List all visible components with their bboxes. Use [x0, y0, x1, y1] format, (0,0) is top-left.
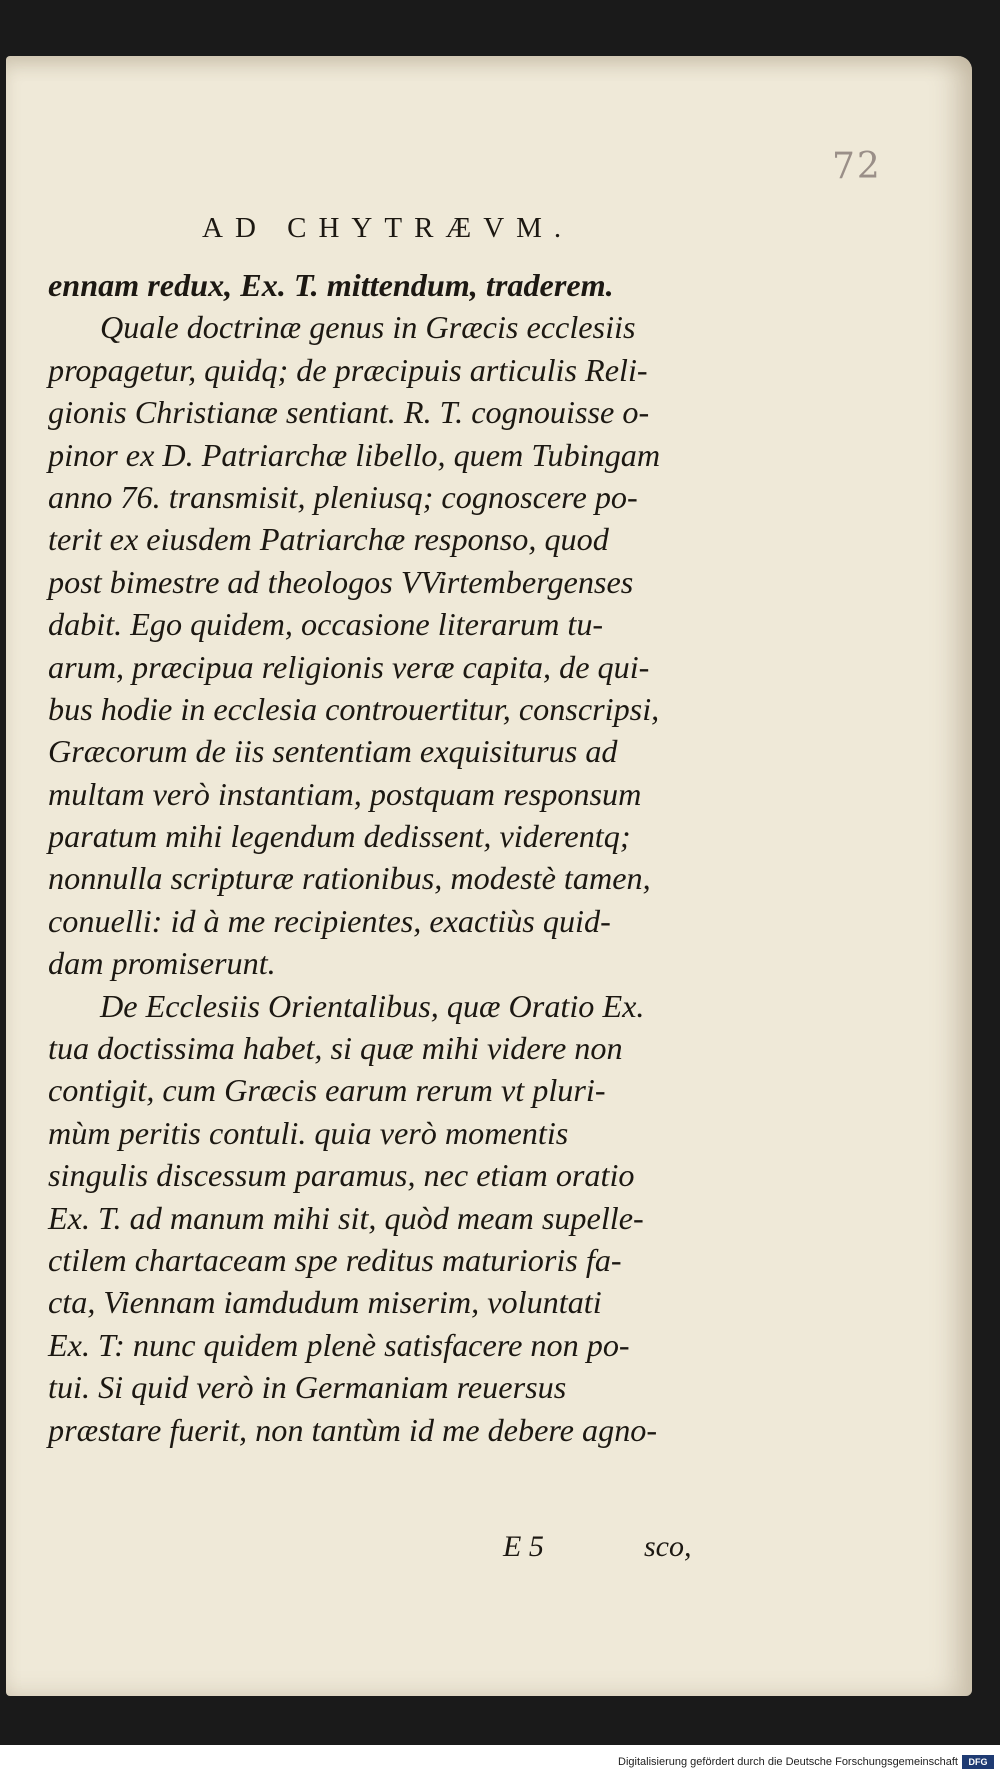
text-line: paratum mihi legendum dedissent, viderentq; — [48, 818, 631, 855]
text-line: terit ex eiusdem Patriarchæ responso, quod — [48, 521, 609, 558]
text-line: dabit. Ego quidem, occasione literarum tu- — [48, 606, 604, 643]
text-line: Quale doctrinæ genus in Græcis ecclesiis — [100, 309, 636, 346]
text-line: singulis discessum paramus, nec etiam oratio — [48, 1157, 635, 1194]
running-head: AD CHYTRÆVM. — [202, 212, 574, 244]
book-page — [6, 56, 972, 1696]
catch-line — [6, 1530, 972, 1576]
text-line: mùm peritis contuli. quia verò momentis — [48, 1114, 569, 1151]
text-line: Ex. T: nunc quidem plenè satisfacere non po- — [48, 1326, 630, 1363]
text-line: multam verò instantiam, postquam responsum — [48, 775, 642, 812]
text-line: dam promiserunt. — [48, 945, 276, 982]
text-line: anno 76. transmisit, pleniusq; cognoscere po- — [48, 478, 638, 515]
body-text — [48, 264, 703, 1451]
digitization-footer — [0, 1753, 1000, 1773]
text-line: nonnulla scripturæ rationibus, modestè tamen, — [48, 860, 651, 897]
text-line: arum, præcipua religionis veræ capita, de qui- — [48, 648, 650, 685]
text-line: Ex. T. ad manum mihi sit, quòd meam supelle- — [48, 1199, 644, 1236]
text-line: tui. Si quid verò in Germaniam reuersus — [48, 1369, 567, 1406]
text-line: propagetur, quidq; de præcipuis articulis Reli- — [48, 351, 648, 388]
text-line: cta, Viennam iamdudum miserim, voluntati — [48, 1284, 602, 1321]
text-line: conuelli: id à me recipientes, exactiùs quid- — [48, 902, 611, 939]
text-line: post bimestre ad theologos VVirtembergenses — [48, 563, 634, 600]
text-line: Græcorum de iis sententiam exquisiturus ad — [48, 733, 618, 770]
text-line: De Ecclesiis Orientalibus, quæ Oratio Ex. — [100, 987, 645, 1024]
text-line: ctilem chartaceam spe reditus maturioris fa- — [48, 1241, 622, 1278]
text-line: tua doctissima habet, si quæ mihi videre non — [48, 1030, 623, 1067]
text-line: contigit, cum Græcis earum rerum vt pluri- — [48, 1072, 606, 1109]
folio-number: 72 — [832, 146, 882, 187]
signature-mark: E 5 — [503, 1530, 544, 1563]
text-line: præstare fuerit, non tantùm id me debere agno- — [48, 1411, 658, 1448]
catchword: sco, — [644, 1530, 692, 1563]
text-line: ennam redux, Ex. T. mittendum, traderem. — [48, 267, 614, 303]
text-line: pinor ex D. Patriarchæ libello, quem Tubingam — [48, 436, 661, 473]
dfg-logo-icon: DFG — [962, 1755, 994, 1769]
text-line: bus hodie in ecclesia controuertitur, conscripsi, — [48, 690, 660, 727]
footer-credit: Digitalisierung gefördert durch die Deutsche Forschungsgemeinschaft — [618, 1756, 958, 1768]
text-line: gionis Christianæ sentiant. R. T. cognouisse o- — [48, 394, 650, 431]
